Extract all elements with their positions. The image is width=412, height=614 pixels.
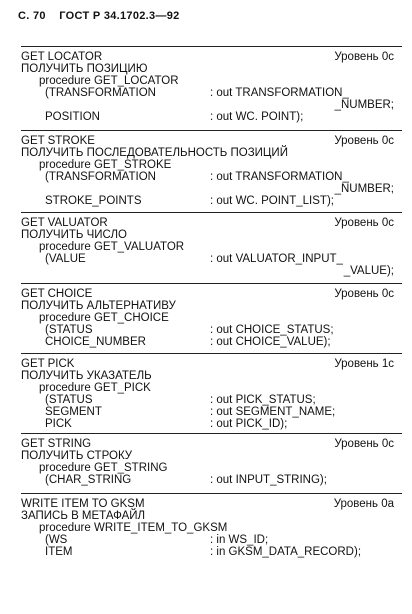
function-block-write-item-to-gksm — [21, 493, 402, 563]
param-name: (STATUS — [45, 324, 93, 336]
level-label: Уровень 0с — [334, 135, 394, 147]
page-number: С. 70 — [18, 10, 46, 22]
function-block-get-valuator — [21, 212, 402, 283]
param-name: STROKE_POINTS — [45, 195, 142, 207]
procedure-decl: procedure GET_STRING — [39, 462, 168, 474]
param-type-continuation: _NUMBER; — [334, 99, 394, 111]
param-type: : out WC. POINT_LIST); — [210, 195, 334, 207]
procedure-decl: procedure GET_VALUATOR — [39, 241, 185, 253]
function-name: GET STRING — [21, 438, 92, 450]
param-type: : out SEGMENT_NAME; — [210, 406, 336, 418]
function-name: GET CHOICE — [21, 288, 93, 300]
function-name-rus: ПОЛУЧИТЬ ЧИСЛО — [21, 229, 127, 241]
param-type: : out CHOICE_VALUE); — [210, 336, 331, 348]
block-rule — [21, 130, 402, 131]
function-block-get-string — [21, 433, 402, 493]
param-type: : out PICK_ID); — [210, 418, 288, 430]
function-name: GET STROKE — [21, 135, 95, 147]
param-type: : out WC. POINT); — [210, 111, 304, 123]
level-label: Уровень 0с — [334, 217, 394, 229]
param-type: : out VALUATOR_INPUT_ — [210, 253, 343, 265]
level-label: Уровень 0с — [334, 438, 394, 450]
function-name-rus: ПОЛУЧИТЬ УКАЗАТЕЛЬ — [21, 370, 152, 382]
param-name: PICK — [45, 418, 72, 430]
procedure-decl: procedure GET_LOCATOR — [39, 75, 179, 87]
function-name: GET LOCATOR — [21, 51, 103, 63]
function-block-get-locator — [21, 46, 402, 130]
param-name: (TRANSFORMATION — [45, 87, 156, 99]
function-name-rus: ПОЛУЧИТЬ ПОЗИЦИЮ — [21, 63, 148, 75]
param-type: : in GKSM_DATA_RECORD); — [210, 546, 362, 558]
function-block-get-stroke — [21, 130, 402, 212]
param-name: ITEM — [45, 546, 73, 558]
procedure-decl: procedure GET_STROKE — [39, 159, 172, 171]
param-name: POSITION — [45, 111, 100, 123]
page-header — [18, 10, 180, 22]
level-label: Уровень 0а — [333, 498, 394, 510]
procedure-decl: procedure GET_PICK — [39, 382, 151, 394]
param-type: : out PICK_STATUS; — [210, 394, 316, 406]
level-label: Уровень 0с — [334, 288, 394, 300]
param-name: CHOICE_NUMBER — [45, 336, 146, 348]
block-rule — [21, 433, 402, 434]
block-rule — [21, 493, 402, 494]
function-name-rus: ПОЛУЧИТЬ АЛЬТЕРНАТИВУ — [21, 300, 176, 312]
procedure-decl: procedure GET_CHOICE — [39, 312, 169, 324]
standard-code: ГОСТ Р 34.1702.3—92 — [59, 10, 180, 22]
function-block-get-choice — [21, 283, 402, 353]
param-name: (TRANSFORMATION — [45, 171, 156, 183]
level-label: Уровень 0с — [334, 51, 394, 63]
param-type: : out TRANSFORMATION_ — [210, 87, 349, 99]
param-name: (WS — [45, 534, 68, 546]
block-rule — [21, 212, 402, 213]
param-type-continuation: _NUMBER; — [334, 183, 394, 195]
param-name: (VALUE — [45, 253, 86, 265]
function-name: GET PICK — [21, 358, 75, 370]
function-name: GET VALUATOR — [21, 217, 108, 229]
param-name: SEGMENT — [45, 406, 102, 418]
function-name: WRITE ITEM TO GKSM — [21, 498, 145, 510]
param-type: : out TRANSFORMATION_ — [210, 171, 349, 183]
function-name-rus: ЗАПИСЬ В МЕТАФАЙЛ — [21, 510, 146, 522]
param-type: : out INPUT_STRING); — [210, 474, 327, 486]
block-rule — [21, 46, 402, 47]
param-name: (STATUS — [45, 394, 93, 406]
param-type: : out CHOICE_STATUS; — [210, 324, 334, 336]
function-name-rus: ПОЛУЧИТЬ СТРОКУ — [21, 450, 133, 462]
level-label: Уровень 1с — [334, 358, 394, 370]
param-name: (CHAR_STRING — [45, 474, 132, 486]
function-block-get-pick — [21, 353, 402, 433]
param-type-continuation: _VALUE); — [343, 265, 394, 277]
param-type: : in WS_ID; — [210, 534, 269, 546]
procedure-decl: procedure WRITE_ITEM_TO_GKSM — [39, 522, 228, 534]
function-name-rus: ПОЛУЧИТЬ ПОСЛЕДОВАТЕЛЬНОСТЬ ПОЗИЦИЙ — [21, 147, 288, 159]
block-rule — [21, 353, 402, 354]
block-rule — [21, 283, 402, 284]
